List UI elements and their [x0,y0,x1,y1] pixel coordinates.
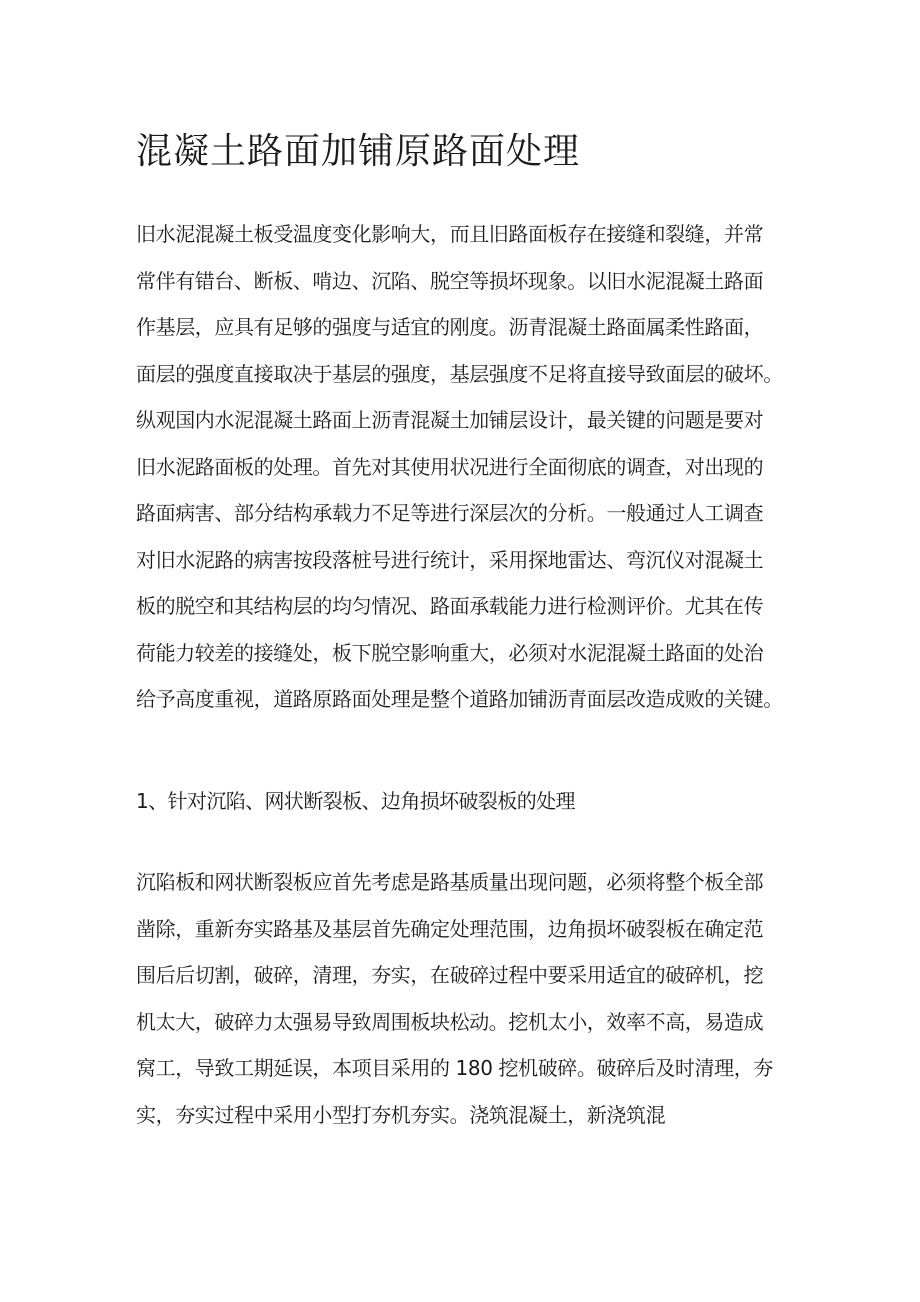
paragraph-intro [136,211,796,723]
section-heading [136,778,796,825]
paragraph-line: 板的脱空和其结构层的均匀情况、路面承载能力进行检测评价。尤其在传 [136,594,764,618]
paragraph-section-1 [136,859,796,1138]
paragraph-line: 沉陷板和网状断裂板应首先考虑是路基质量出现问题，必须将整个板全部 [136,870,764,894]
paragraph-line: 作基层，应具有足够的强度与适宜的刚度。沥青混凝土路面属柔性路面， [136,315,764,339]
paragraph-line: 纵观国内水泥混凝土路面上沥青混凝土加铺层设计，最关键的问题是要对 [136,408,764,432]
paragraph-line: 路面病害、部分结构承载力不足等进行深层次的分析。一般通过人工调查 [136,501,764,525]
paragraph-line: 凿除，重新夯实路基及基层首先确定处理范围，边角损坏破裂板在确定范 [136,916,764,941]
paragraph-line: 旧水泥路面板的处理。首先对其使用状况进行全面彻底的调查，对出现的 [136,454,764,479]
section-heading-text: 1、针对沉陷、网状断裂板、边角损坏破裂板的处理 [136,789,575,813]
paragraph-line: 机太大，破碎力太强易导致周围板块松动。挖机太小，效率不高，易造成 [136,1009,764,1034]
paragraph-line: 荷能力较差的接缝处，板下脱空影响重大，必须对水泥混凝土路面的处治 [136,640,764,665]
paragraph-line: 围后后切割，破碎，清理，夯实，在破碎过程中要采用适宜的破碎机，挖 [136,963,764,987]
paragraph-line: 窝工，导致工期延误，本项目采用的 180 挖机破碎。破碎后及时清理，夯 [136,1056,773,1080]
paragraph-line: 常伴有错台、断板、啃边、沉陷、脱空等损坏现象。以旧水泥混凝土路面 [136,268,764,293]
paragraph-line: 对旧水泥路的病害按段落桩号进行统计，采用探地雷达、弯沉仪对混凝土 [136,547,764,572]
paragraph-line: 给予高度重视，道路原路面处理是整个道路加铺沥青面层改造成败的关键。 [136,687,783,711]
paragraph-line: 旧水泥混凝土板受温度变化影响大，而且旧路面板存在接缝和裂缝，并常 [136,222,764,246]
document-title: 混凝土路面加铺原路面处理 [136,131,581,172]
paragraph-line: 面层的强度直接取决于基层的强度，基层强度不足将直接导致面层的破坏。 [136,361,783,386]
paragraph-line: 实，夯实过程中采用小型打夯机夯实。浇筑混凝土，新浇筑混 [136,1102,666,1127]
